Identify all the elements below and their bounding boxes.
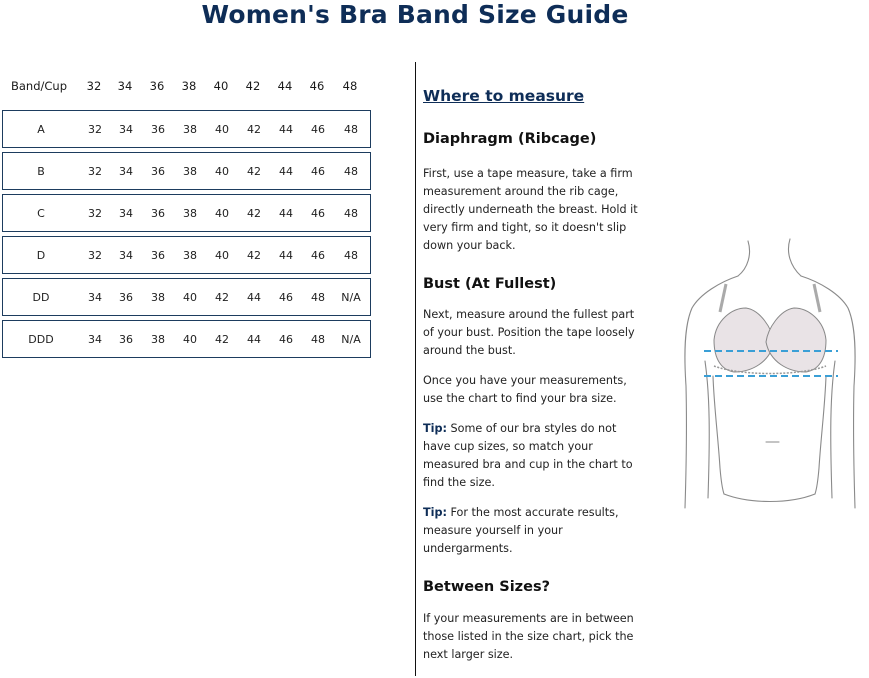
- text-line: [423, 420, 638, 438]
- table-row: [2, 152, 371, 190]
- table-row: [2, 320, 371, 358]
- band-value: 32: [88, 248, 102, 262]
- cup-label: A: [37, 122, 45, 136]
- band-value: 48: [344, 248, 358, 262]
- torso-left-outline: [685, 276, 738, 508]
- text-line: down your back.: [423, 239, 516, 252]
- cup-label: D: [36, 248, 46, 262]
- band-value: 38: [183, 206, 197, 220]
- waist-left: [713, 376, 724, 494]
- band-value: 46: [279, 290, 293, 304]
- band-value: 44: [279, 122, 293, 136]
- text-line: around the bust.: [423, 344, 516, 357]
- bra-cup-left: [714, 308, 774, 372]
- band-value: 44: [279, 206, 293, 220]
- bust-text: [423, 306, 638, 360]
- page-title: Women's Bra Band Size Guide: [201, 0, 629, 29]
- band-value: 48: [344, 206, 358, 220]
- band-value: 32: [88, 122, 102, 136]
- text-line: directly underneath the breast. Hold it: [423, 203, 638, 216]
- neck-left: [738, 241, 750, 276]
- text-line: measured bra and cup in the chart to: [423, 458, 633, 471]
- band-value: 40: [215, 122, 229, 136]
- waist-right: [815, 376, 826, 494]
- between-sizes-heading: Between Sizes?: [423, 579, 550, 595]
- tip-accurate-results: [423, 504, 638, 558]
- diaphragm-heading: Diaphragm (Ribcage): [423, 131, 597, 147]
- bust-heading: Bust (At Fullest): [423, 276, 557, 292]
- band-value: 40: [183, 290, 197, 304]
- strap-left: [720, 284, 726, 312]
- band-value: 32: [88, 164, 102, 178]
- header-cell: 34: [117, 79, 133, 93]
- band-value: 40: [215, 248, 229, 262]
- band-value: 44: [247, 290, 261, 304]
- table-row: [2, 110, 371, 148]
- text-line: measure yourself in your: [423, 524, 563, 537]
- table-row: [2, 194, 371, 232]
- strap-right: [814, 284, 820, 312]
- band-value: 48: [344, 122, 358, 136]
- tip-text: Some of our bra styles do not: [446, 422, 617, 435]
- band-value: 38: [151, 332, 165, 346]
- text-line: next larger size.: [423, 648, 514, 661]
- between-sizes-text: [423, 610, 638, 664]
- band-value: 42: [215, 290, 229, 304]
- tip-label: Tip:: [423, 422, 447, 435]
- band-value: 42: [247, 206, 261, 220]
- text-line: First, use a tape measure, take a firm: [423, 167, 633, 180]
- waist-bottom: [724, 494, 815, 502]
- band-value: 34: [119, 122, 133, 136]
- band-value: 36: [151, 122, 165, 136]
- band-value: 40: [183, 332, 197, 346]
- band-value: 42: [215, 332, 229, 346]
- band-value: 40: [215, 206, 229, 220]
- bra-cup-right: [766, 308, 826, 372]
- torso-right-outline: [801, 276, 855, 508]
- band-value: 36: [151, 164, 165, 178]
- band-value: 38: [183, 248, 197, 262]
- cup-label: B: [37, 164, 45, 178]
- band-value: N/A: [341, 332, 361, 346]
- arm-left-inner: [705, 361, 709, 498]
- text-line: Next, measure around the fullest part: [423, 308, 635, 321]
- diaphragm-text: [423, 165, 638, 255]
- band-value: 46: [311, 206, 325, 220]
- band-value: 46: [311, 122, 325, 136]
- text-line: use the chart to find your bra size.: [423, 392, 617, 405]
- band-value: 48: [311, 332, 325, 346]
- band-value: 44: [279, 164, 293, 178]
- band-value: 42: [247, 122, 261, 136]
- tip-label: Tip:: [423, 506, 447, 519]
- text-line: those listed in the size chart, pick the: [423, 630, 634, 643]
- band-value: 48: [344, 164, 358, 178]
- tip-text: For the most accurate results,: [446, 506, 619, 519]
- header-band-cup: Band/Cup: [11, 79, 68, 93]
- band-value: 46: [279, 332, 293, 346]
- arm-right-inner: [831, 361, 835, 498]
- where-to-measure-link[interactable]: Where to measure: [423, 87, 585, 105]
- tip-cup-sizes: [423, 420, 638, 492]
- cup-label: DDD: [28, 332, 54, 346]
- text-line: find the size.: [423, 476, 495, 489]
- band-value: N/A: [341, 290, 361, 304]
- band-value: 36: [151, 248, 165, 262]
- header-cell: 36: [149, 79, 165, 93]
- text-line: If your measurements are in between: [423, 612, 634, 625]
- text-line: [423, 504, 638, 522]
- band-value: 34: [119, 206, 133, 220]
- table-row: [2, 236, 371, 274]
- cup-label: C: [37, 206, 45, 220]
- band-value: 34: [119, 164, 133, 178]
- header-cell: 32: [86, 79, 102, 93]
- text-line: measurement around the rib cage,: [423, 185, 619, 198]
- band-value: 46: [311, 248, 325, 262]
- band-value: 38: [151, 290, 165, 304]
- band-value: 38: [183, 122, 197, 136]
- table-row: [2, 278, 371, 316]
- text-line: very firm and tight, so it doesn't slip: [423, 221, 627, 234]
- band-value: 34: [119, 248, 133, 262]
- header-cell: 48: [342, 79, 358, 93]
- header-cell: 44: [277, 79, 293, 93]
- text-line: undergarments.: [423, 542, 513, 555]
- band-value: 34: [88, 332, 102, 346]
- table-header: [2, 77, 372, 95]
- band-value: 38: [183, 164, 197, 178]
- band-value: 36: [151, 206, 165, 220]
- header-cell: 38: [181, 79, 197, 93]
- text-line: of your bust. Position the tape loosely: [423, 326, 635, 339]
- header-cell: 40: [213, 79, 229, 93]
- header-cell: 46: [309, 79, 325, 93]
- band-value: 40: [215, 164, 229, 178]
- text-line: have cup sizes, so match your: [423, 440, 593, 453]
- band-value: 48: [311, 290, 325, 304]
- header-cell: 42: [245, 79, 261, 93]
- neck-right: [788, 239, 801, 276]
- band-value: 44: [279, 248, 293, 262]
- measurements-text: [423, 372, 638, 408]
- torso-illustration: [680, 236, 860, 512]
- band-value: 36: [119, 332, 133, 346]
- cup-label: DD: [32, 290, 50, 304]
- band-value: 34: [88, 290, 102, 304]
- band-value: 42: [247, 164, 261, 178]
- band-value: 42: [247, 248, 261, 262]
- band-value: 46: [311, 164, 325, 178]
- text-line: Once you have your measurements,: [423, 374, 627, 387]
- band-value: 36: [119, 290, 133, 304]
- band-value: 44: [247, 332, 261, 346]
- band-value: 32: [88, 206, 102, 220]
- column-divider: [415, 62, 416, 676]
